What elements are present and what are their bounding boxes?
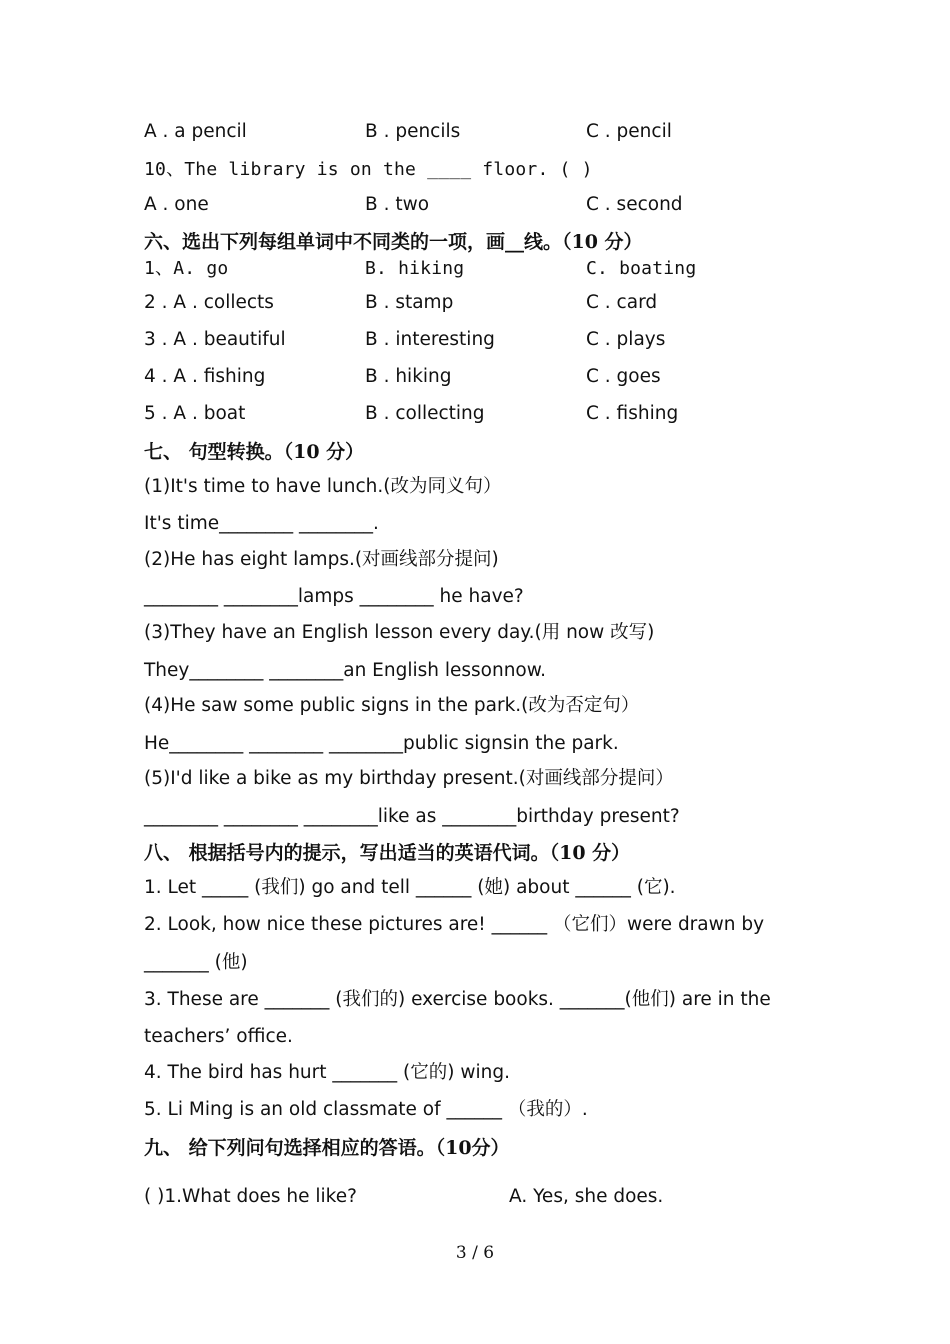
s6-row5-c: C . fishing bbox=[586, 403, 679, 424]
option-b: B . pencils bbox=[365, 121, 461, 142]
section-7-title: 七、 句型转换。（10 分） bbox=[144, 441, 365, 463]
option-a: A . one bbox=[144, 194, 209, 215]
s7-line: (5)I'd like a bike as my birthday present.(对画线部分提问） bbox=[144, 768, 674, 789]
option-a: A . a pencil bbox=[144, 121, 247, 142]
s7-line: ________ ________ ________like as ________birthday present? bbox=[144, 806, 680, 827]
s7-line: (3)They have an English lesson every day.(用 now 改写) bbox=[144, 622, 655, 643]
section-6-title: 六、选出下列每组单词中不同类的一项，画__线。（10 分） bbox=[144, 231, 643, 253]
s6-row1-a: 1、A. go bbox=[144, 258, 229, 279]
s6-row2-c: C . card bbox=[586, 292, 658, 313]
option-c: C . second bbox=[586, 194, 683, 215]
s7-line: (4)He saw some public signs in the park.(改为否定句） bbox=[144, 695, 640, 716]
s6-row1-c: C. boating bbox=[586, 258, 697, 279]
s6-row2-a: 2 . A . collects bbox=[144, 292, 274, 313]
s6-row5-b: B . collecting bbox=[365, 403, 485, 424]
section-8-title: 八、 根据括号内的提示，写出适当的英语代词。（10 分） bbox=[144, 842, 631, 864]
section-9-title: 九、 给下列问句选择相应的答语。（10分） bbox=[144, 1137, 510, 1159]
s8-line: 5. Li Ming is an old classmate of ______ （我的）. bbox=[144, 1099, 588, 1120]
s9-answer-a: A. Yes, she does. bbox=[509, 1186, 664, 1207]
s6-row3-b: B . interesting bbox=[365, 329, 495, 350]
s7-line: (2)He has eight lamps.(对画线部分提问) bbox=[144, 549, 499, 570]
page-number: 3 / 6 bbox=[455, 1243, 495, 1263]
s6-row4-c: C . goes bbox=[586, 366, 661, 387]
s8-line: teachers’ office. bbox=[144, 1026, 293, 1047]
s9-question-1: ( )1.What does he like? bbox=[144, 1186, 357, 1207]
s6-row3-a: 3 . A . beautiful bbox=[144, 329, 286, 350]
s8-line: 4. The bird has hurt _______ (它的) wing. bbox=[144, 1062, 510, 1083]
s8-line: 3. These are _______ (我们的) exercise books. _______(他们) are in the bbox=[144, 989, 771, 1010]
s8-line: 1. Let _____ (我们) go and tell ______ (她) about ______ (它). bbox=[144, 877, 676, 898]
s6-row4-a: 4 . A . fishing bbox=[144, 366, 266, 387]
s6-row1-b: B. hiking bbox=[365, 258, 465, 279]
option-c: C . pencil bbox=[586, 121, 672, 142]
s6-row4-b: B . hiking bbox=[365, 366, 452, 387]
option-b: B . two bbox=[365, 194, 430, 215]
s7-line: ________ ________lamps ________ he have? bbox=[144, 586, 524, 607]
s7-line: It's time________ ________. bbox=[144, 513, 379, 534]
s6-row3-c: C . plays bbox=[586, 329, 666, 350]
s7-line: (1)It's time to have lunch.(改为同义句） bbox=[144, 476, 502, 497]
s6-row5-a: 5 . A . boat bbox=[144, 403, 246, 424]
s8-line: 2. Look, how nice these pictures are! ______ （它们）were drawn by bbox=[144, 914, 765, 935]
s7-line: They________ ________an English lessonnow. bbox=[144, 660, 547, 681]
s6-row2-b: B . stamp bbox=[365, 292, 454, 313]
question-10: 10、The library is on the ____ floor. ( ) bbox=[144, 159, 593, 180]
s7-line: He________ ________ ________public signsin the park. bbox=[144, 733, 619, 754]
s8-line: _______ (他) bbox=[144, 952, 248, 973]
